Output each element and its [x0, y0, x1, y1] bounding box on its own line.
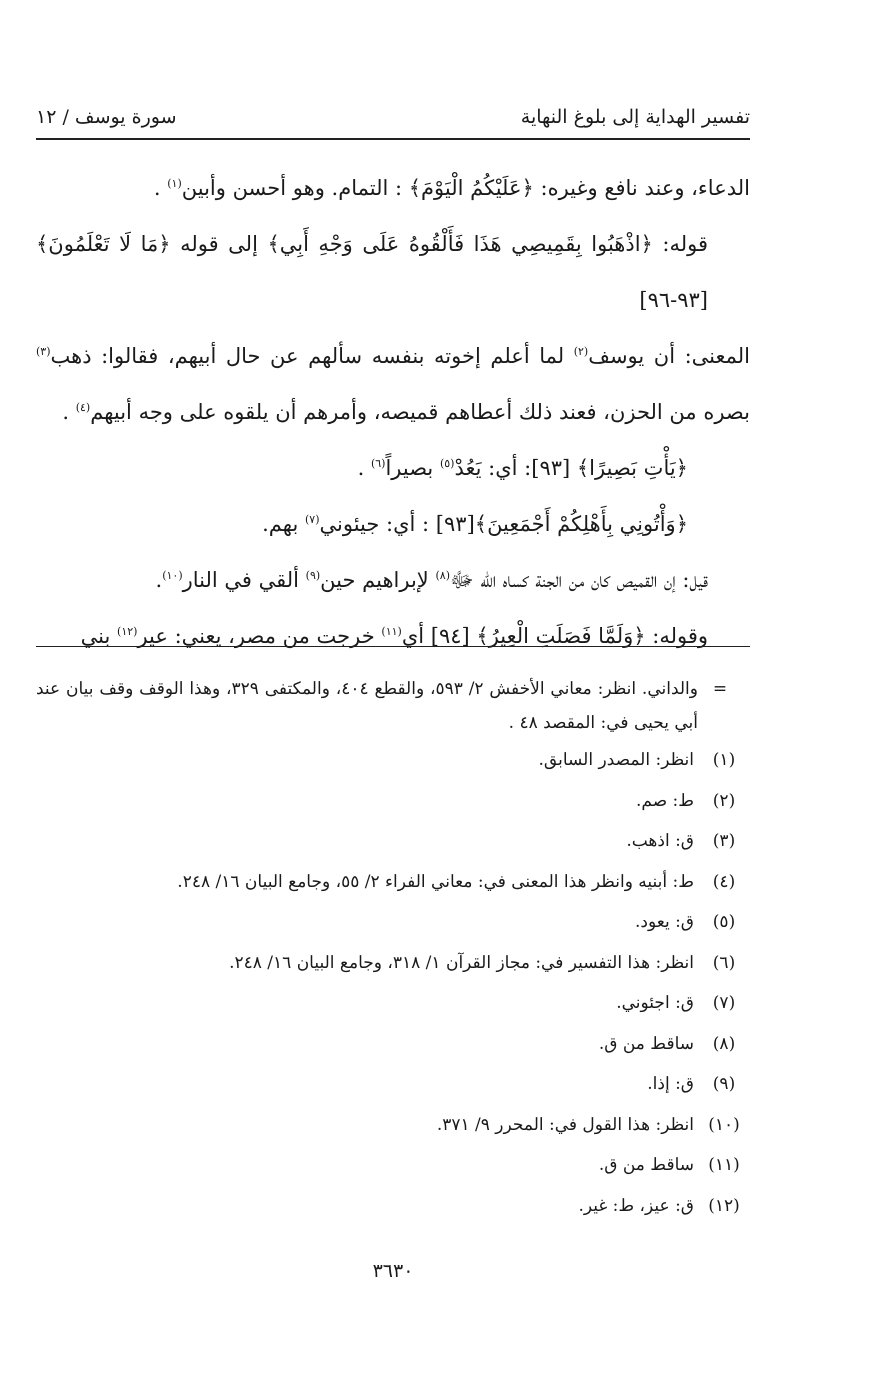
footnote-number[interactable]: (٤) — [712, 871, 736, 892]
quran-quote: ﴿عَلَيْكُمُ الْيَوْمَ﴾ — [408, 176, 534, 200]
text-run: بهم. — [262, 512, 305, 536]
text-run: قيل: إن القميص كان من الجنة كساه الله — [473, 568, 708, 592]
text-run: . — [62, 400, 76, 424]
book-title: تفسير الهداية إلى بلوغ النهاية — [520, 106, 750, 128]
footnote-number[interactable]: (١) — [712, 750, 736, 771]
footnote-item — [36, 1186, 750, 1227]
footnote-item — [36, 943, 750, 984]
text-run: بني — [80, 624, 118, 648]
footnote-text: ق: يعود. — [634, 912, 694, 933]
footnote-number[interactable]: (٨) — [712, 1033, 736, 1054]
footnote-number[interactable]: (١٢) — [708, 1195, 740, 1216]
footnote-item — [36, 781, 750, 822]
footnote-ref[interactable]: (٣) — [36, 345, 51, 358]
footnote-ref[interactable]: (٨) — [435, 569, 450, 582]
footnote-item — [36, 740, 750, 781]
text-run: بصيراً — [385, 456, 440, 480]
footnote-list — [36, 740, 750, 1226]
text-run: المعنى: أن يوسف — [588, 344, 750, 368]
footnote-ref[interactable]: (٦) — [370, 457, 386, 470]
text-run: . — [155, 568, 163, 592]
footnote-item — [36, 1064, 750, 1105]
main-text — [36, 160, 750, 664]
quran-quote: ﴿يَأْتِ بَصِيرًا﴾ — [576, 456, 688, 480]
footnote-ref[interactable]: (١) — [167, 177, 182, 190]
footnote-text: ط: صم. — [635, 790, 694, 811]
footnote-item — [36, 1024, 750, 1065]
footnote-separator — [36, 646, 750, 647]
footnote-item — [36, 862, 750, 903]
page-number: ٣٦٣٠ — [372, 1260, 414, 1282]
footnote-text: ق: إذا. — [647, 1074, 694, 1095]
quran-quote: ﴿وَلَمَّا فَصَلَتِ الْعِيرُ﴾ — [476, 624, 646, 648]
footnote-text: انظر: هذا القول في: المحرر ٩/ ٣٧١. — [436, 1114, 694, 1135]
footnote-text: ق: اذهب. — [626, 831, 694, 852]
footnote-ref[interactable]: (٢) — [573, 345, 589, 358]
footnote-item — [36, 1145, 750, 1186]
footnote-text: ساقط من ق. — [598, 1155, 694, 1176]
text-run: ألقي في النار — [182, 568, 306, 592]
footnote-ref[interactable]: (١٠) — [162, 569, 183, 582]
footnote-item — [36, 1105, 750, 1146]
footnotes-section — [36, 672, 750, 1226]
text-run: . — [357, 456, 371, 480]
paragraph-2 — [36, 216, 750, 328]
footnote-number[interactable]: (٦) — [712, 952, 736, 973]
continuation-mark: = — [712, 679, 728, 699]
text-run: لما أعلم إخوته بنفسه سألهم عن حال أبيهم، فقالوا: ذهب — [50, 344, 574, 368]
footnote-text: انظر: المصدر السابق. — [538, 750, 694, 771]
footnote-text: ق: عيز، ط: غير. — [578, 1195, 694, 1216]
footnote-ref[interactable]: (٩) — [305, 569, 321, 582]
footnote-ref[interactable]: (١١) — [381, 625, 402, 638]
footnote-text: انظر: هذا التفسير في: مجاز القرآن ١/ ٣١٨، وجامع البيان ١٦/ ٢٤٨. — [229, 952, 694, 973]
footnote-number[interactable]: (١١) — [708, 1155, 740, 1176]
text-run: بصره من الحزن، فعند ذلك أعطاهم قميصه، وأمرهم أن يلقوه على وجه أبيهم — [90, 400, 750, 424]
quran-quote: ﴿وَأْتُونِي بِأَهْلِكُمْ أَجْمَعِينَ﴾ — [474, 512, 688, 536]
paragraph-7 — [36, 608, 750, 664]
text-run: وقوله: — [645, 624, 708, 648]
footnote-number[interactable]: (٣) — [712, 831, 736, 852]
honorific-glyph: ﷻ — [449, 568, 474, 592]
footnote-ref[interactable]: (١٢) — [117, 625, 138, 638]
footnote-number[interactable]: (٢) — [712, 790, 736, 811]
footnote-text: ط: أبنيه وانظر هذا المعنى في: معاني الفراء ٢/ ٥٥، وجامع البيان ١٦/ ٢٤٨. — [177, 871, 694, 892]
text-run: : التمام. وهو أحسن وأبين — [181, 176, 409, 200]
quran-quote: ﴿اذْهَبُوا بِقَمِيصِي هَذَا فَأَلْقُوهُ عَلَى وَجْهِ أَبِي﴾ — [267, 232, 653, 256]
running-header — [36, 100, 750, 134]
footnote-ref[interactable]: (٥) — [439, 457, 455, 470]
text-run: الدعاء، وعند نافع وغيره: — [533, 176, 750, 200]
quran-quote: ﴿مَا لَا تَعْلَمُونَ﴾ — [36, 232, 171, 256]
footnote-number[interactable]: (١٠) — [708, 1114, 740, 1135]
footnote-item — [36, 821, 750, 862]
footnote-continuation — [36, 672, 750, 740]
continuation-text: والداني. انظر: معاني الأخفش ٢/ ٥٩٣، والقطع ٤٠٤، والمكتفى ٣٢٩، وهذا الوقف وقف بيان عند أبي يحيى في: المقصد ٤٨ . — [36, 679, 698, 733]
text-run: خرجت من مصر، يعني: عير — [137, 624, 382, 648]
text-run: قوله: — [652, 232, 708, 256]
text-run: لإبراهيم حين — [320, 568, 436, 592]
paragraph-1 — [36, 160, 750, 216]
paragraph-3 — [36, 328, 750, 440]
footnote-item — [36, 902, 750, 943]
footnote-item — [36, 983, 750, 1024]
paragraph-4 — [36, 440, 750, 496]
footnote-number[interactable]: (٥) — [712, 912, 736, 933]
footnote-text: ساقط من ق. — [598, 1033, 694, 1054]
text-run: . — [153, 176, 168, 200]
footnote-number[interactable]: (٧) — [712, 993, 736, 1014]
verse-range: [٩٣-٩٦] — [639, 288, 708, 312]
book-page — [36, 0, 750, 1382]
footnote-ref[interactable]: (٤) — [75, 401, 91, 414]
footnote-text: ق: اجئوني. — [616, 993, 694, 1014]
paragraph-6 — [36, 552, 750, 608]
text-run: إلى قوله — [170, 232, 268, 256]
paragraph-5 — [36, 496, 750, 552]
footnote-ref[interactable]: (٧) — [304, 513, 320, 526]
text-run: [٩٣]: أي: يَعُدْ — [454, 456, 577, 480]
footnote-number[interactable]: (٩) — [712, 1074, 736, 1095]
header-rule — [36, 138, 750, 140]
text-run: [٩٣] : أي: جيئوني — [319, 512, 475, 536]
surah-page-label: سورة يوسف / ١٢ — [36, 106, 177, 128]
text-run: [٩٤] أي — [401, 624, 477, 648]
